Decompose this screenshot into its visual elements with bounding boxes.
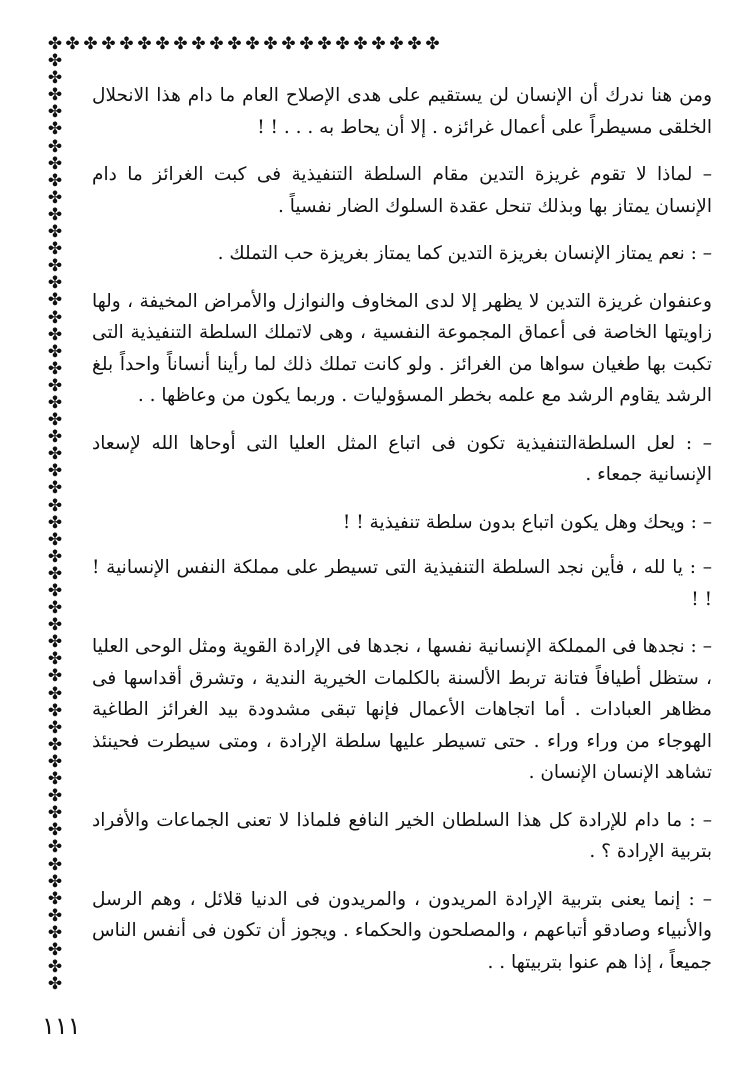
paragraph-5: – : لعل السلطةالتنفيذية تكون فى اتباع المثل العليا التى أوحاها الله لإسعاد الإنسانية جمعاء . (92, 432, 712, 485)
ornament-icon: ✤ (47, 598, 63, 619)
page-body-text (92, 80, 712, 994)
ornament-icon: ✤ (47, 136, 63, 157)
ornament-icon: ✤ (47, 495, 63, 516)
ornament-icon: ✤ (47, 649, 63, 670)
ornament-icon: ✤ (47, 666, 63, 687)
ornament-icon: ✤ (47, 905, 63, 926)
paragraph-9: – : ما دام للإرادة كل هذا السلطان الخير النافع فلماذا لا تعنى الجماعات والأفراد بتربية الإرادة ؟ . (92, 809, 712, 862)
ornament-icon: ✤ (47, 153, 63, 174)
ornament-icon: ✤ (263, 34, 278, 54)
ornament-icon: ✤ (425, 34, 440, 54)
paragraph-2: – لماذا لا تقوم غريزة التدين مقام السلطة التنفيذية فى كبت الغرائز ما دام الإنسان يمتاز بها وبذلك تنحل عقدة السلوك الضار نفسياً . (92, 164, 712, 217)
ornament-icon: ✤ (155, 34, 170, 54)
paragraph-4: وعنفوان غريزة التدين لا يظهر إلا لدى المخاوف والنوازل والأمراض المخيفة ، ولها زاويتها الخاصة فى أعماق المجموعة النفسية ، وهى لاتملك السلطة التنفيذية التى تكبت بها طغيان سواها من الغرائز . ولو كانت تملك ذلك لما رأينا أنساناً واحداً بلغ الرشد يقاوم الرشد مع علمه بخطر المسؤوليات . وربما يكون من وعاظها . . (92, 290, 712, 406)
ornament-icon: ✤ (47, 922, 63, 943)
ornament-icon: ✤ (47, 392, 63, 413)
ornament-icon: ✤ (47, 410, 63, 431)
ornament-icon: ✤ (47, 358, 63, 379)
ornament-icon: ✤ (137, 34, 152, 54)
ornament-icon: ✤ (47, 119, 63, 140)
ornament-icon: ✤ (47, 700, 63, 721)
ornament-icon: ✤ (47, 529, 63, 550)
ornament-icon: ✤ (47, 871, 63, 892)
ornament-icon: ✤ (47, 461, 63, 482)
ornament-icon: ✤ (245, 34, 260, 54)
ornament-icon: ✤ (47, 615, 63, 636)
ornament-icon: ✤ (47, 256, 63, 277)
ornament-icon: ✤ (47, 427, 63, 448)
ornament-icon: ✤ (47, 803, 63, 824)
ornament-icon: ✤ (47, 717, 63, 738)
ornament-icon: ✤ (47, 239, 63, 260)
paragraph-6: – : ويحك وهل يكون اتباع بدون سلطة تنفيذية ! ! (342, 511, 712, 533)
ornament-icon: ✤ (47, 187, 63, 208)
ornament-icon: ✤ (353, 34, 368, 54)
ornament-icon: ✤ (47, 837, 63, 858)
ornament-icon: ✤ (47, 36, 63, 54)
ornament-icon: ✤ (47, 683, 63, 704)
ornament-icon: ✤ (47, 974, 63, 994)
ornament-icon: ✤ (335, 34, 350, 54)
ornament-icon: ✤ (47, 786, 63, 807)
ornament-icon: ✤ (47, 512, 63, 533)
ornament-icon: ✤ (299, 34, 314, 54)
paragraph-7: – : يا لله ، فأين نجد السلطة التنفيذية التى تسيطر على مملكة النفس الإنسانية ! ! ! (92, 557, 712, 610)
left-ornament-border (44, 36, 68, 994)
ornament-icon: ✤ (173, 34, 188, 54)
ornament-icon: ✤ (83, 34, 98, 54)
ornament-icon: ✤ (47, 734, 63, 755)
ornament-icon: ✤ (47, 273, 63, 294)
ornament-icon: ✤ (47, 204, 63, 225)
ornament-icon: ✤ (47, 581, 63, 601)
ornament-icon: ✤ (47, 888, 63, 909)
ornament-icon: ✤ (47, 307, 63, 328)
ornament-icon: ✤ (47, 324, 63, 345)
ornament-icon: ✤ (47, 751, 63, 772)
ornament-icon: ✤ (47, 546, 63, 567)
ornament-icon: ✤ (317, 34, 332, 54)
paragraph-3: – : نعم يمتاز الإنسان بغريزة التدين كما يمتاز بغريزة حب التملك . (217, 243, 712, 264)
ornament-icon: ✤ (47, 102, 63, 123)
ornament-icon: ✤ (209, 34, 224, 54)
ornament-icon: ✤ (191, 34, 206, 54)
ornament-icon: ✤ (281, 34, 296, 54)
ornament-icon: ✤ (47, 820, 63, 841)
ornament-icon: ✤ (65, 34, 80, 54)
ornament-icon: ✤ (47, 563, 63, 584)
ornament-icon: ✤ (101, 34, 116, 54)
ornament-icon: ✤ (47, 939, 63, 960)
ornament-icon: ✤ (389, 34, 404, 54)
ornament-icon: ✤ (407, 34, 422, 54)
page-number: ١١١ (42, 1012, 81, 1040)
ornament-icon: ✤ (47, 854, 63, 875)
ornament-icon: ✤ (47, 444, 63, 465)
ornament-icon: ✤ (47, 68, 63, 89)
top-ornament-border (64, 34, 440, 54)
ornament-icon: ✤ (47, 51, 63, 72)
ornament-icon: ✤ (47, 769, 63, 790)
paragraph-10: – : إنما يعنى بتربية الإرادة المريدون ، والمريدون فى الدنيا قلائل ، وهم الرسل والأنبياء وصادقو أتباعهم ، والمصلحون والحكماء . ويجوز أن تكون فى أنفس الناس جميعاً ، إذا هم عنوا بتربيتها . . (92, 888, 712, 973)
ornament-icon: ✤ (47, 375, 63, 396)
ornament-icon: ✤ (371, 34, 386, 54)
ornament-icon: ✤ (119, 34, 134, 54)
paragraph-8: – : نجدها فى المملكة الإنسانية نفسها ، نجدها فى الإرادة القوية ومثل الوحى العليا ، ستظل أطيافاً فتانة تربط الألسنة بالكلمات الخيرية الندية ، وتشرق أقداسها فى مظاهر العبادات . أما اتجاهات الأعمال فإنها تبقى مشدودة بيد الغرائز الطاغية الهوجاء من وراء وراء . حتى تسيطر عليها سلطة الإرادة ، ومتى سيطرت فحينئذ تشاهد الإنسان الإنسان . (92, 636, 712, 783)
paragraph-1: ومن هنا ندرك أن الإنسان لن يستقيم على هدى الإصلاح العام ما دام هذا الانحلال الخلقى مسيطراً على أعمال غرائزه . إلا أن يحاط به . . . ! ! (92, 85, 712, 138)
ornament-icon: ✤ (47, 290, 63, 311)
ornament-icon: ✤ (47, 957, 63, 978)
ornament-icon: ✤ (47, 170, 63, 191)
ornament-icon: ✤ (47, 222, 63, 243)
ornament-icon: ✤ (47, 85, 63, 106)
ornament-icon: ✤ (227, 34, 242, 54)
ornament-icon: ✤ (47, 341, 63, 362)
ornament-icon: ✤ (47, 632, 63, 653)
ornament-icon: ✤ (47, 478, 63, 499)
